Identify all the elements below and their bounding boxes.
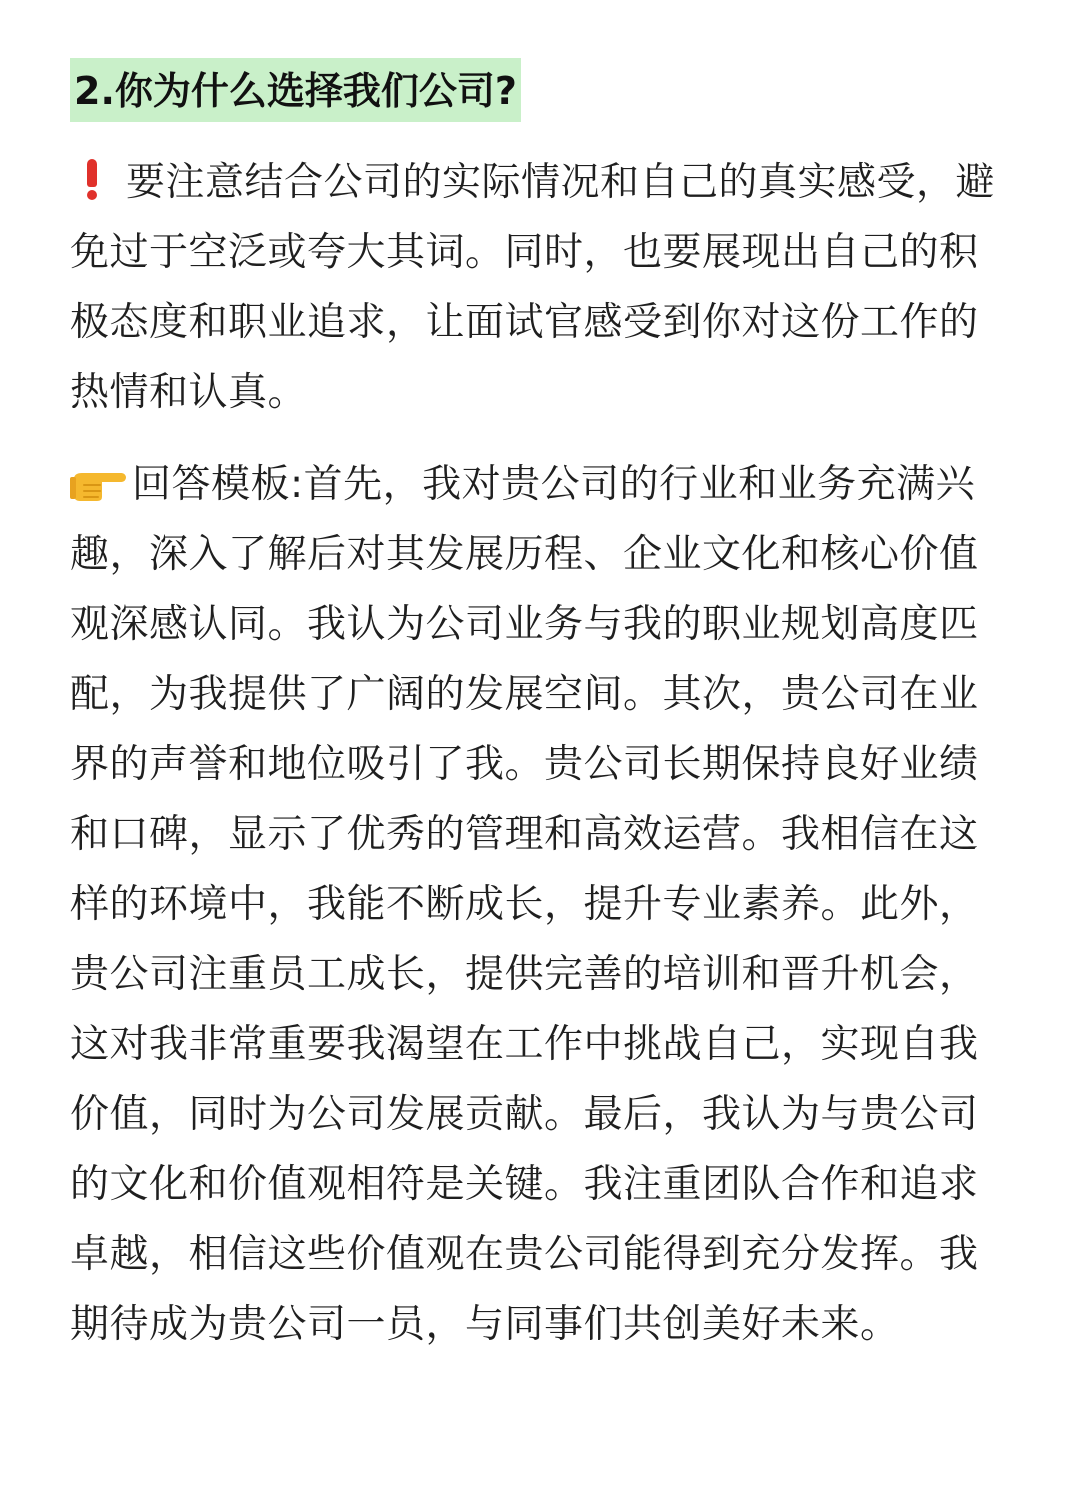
question-heading: 2.你为什么选择我们公司? xyxy=(70,58,521,122)
exclamation-icon xyxy=(84,159,100,199)
pointing-hand-icon xyxy=(70,463,128,503)
notice-text: 要注意结合公司的实际情况和自己的真实感受，避免过于空泛或夸大其词。同时，也要展现出自己的积极态度和职业追求，让面试官感受到你对这份工作的热情和认真。 xyxy=(70,160,996,415)
answer-text: 回答模板:首先，我对贵公司的行业和业务充满兴趣，深入了解后对其发展历程、企业文化和核心价值观深感认同。我认为公司业务与我的职业规划高度匹配，为我提供了广阔的发展空间。其次，贵公司在业界的声誉和地位吸引了我。贵公司长期保持良好业绩和口碑，显示了优秀的管理和高效运营。我相信在这样的环境中，我能不断成长，提升专业素养。此外，贵公司注重员工成长，提供完善的培训和晋升机会，这对我非常重要我渴望在工作中挑战自己，实现自我价值，同时为公司发展贡献。最后，我认为与贵公司的文化和价值观相符是关键。我注重团队合作和追求卓越，相信这些价值观在贵公司能得到充分发挥。我期待成为贵公司一员，与同事们共创美好未来。 xyxy=(70,462,979,1347)
notice-paragraph xyxy=(70,148,1010,428)
answer-paragraph xyxy=(70,450,1010,1360)
